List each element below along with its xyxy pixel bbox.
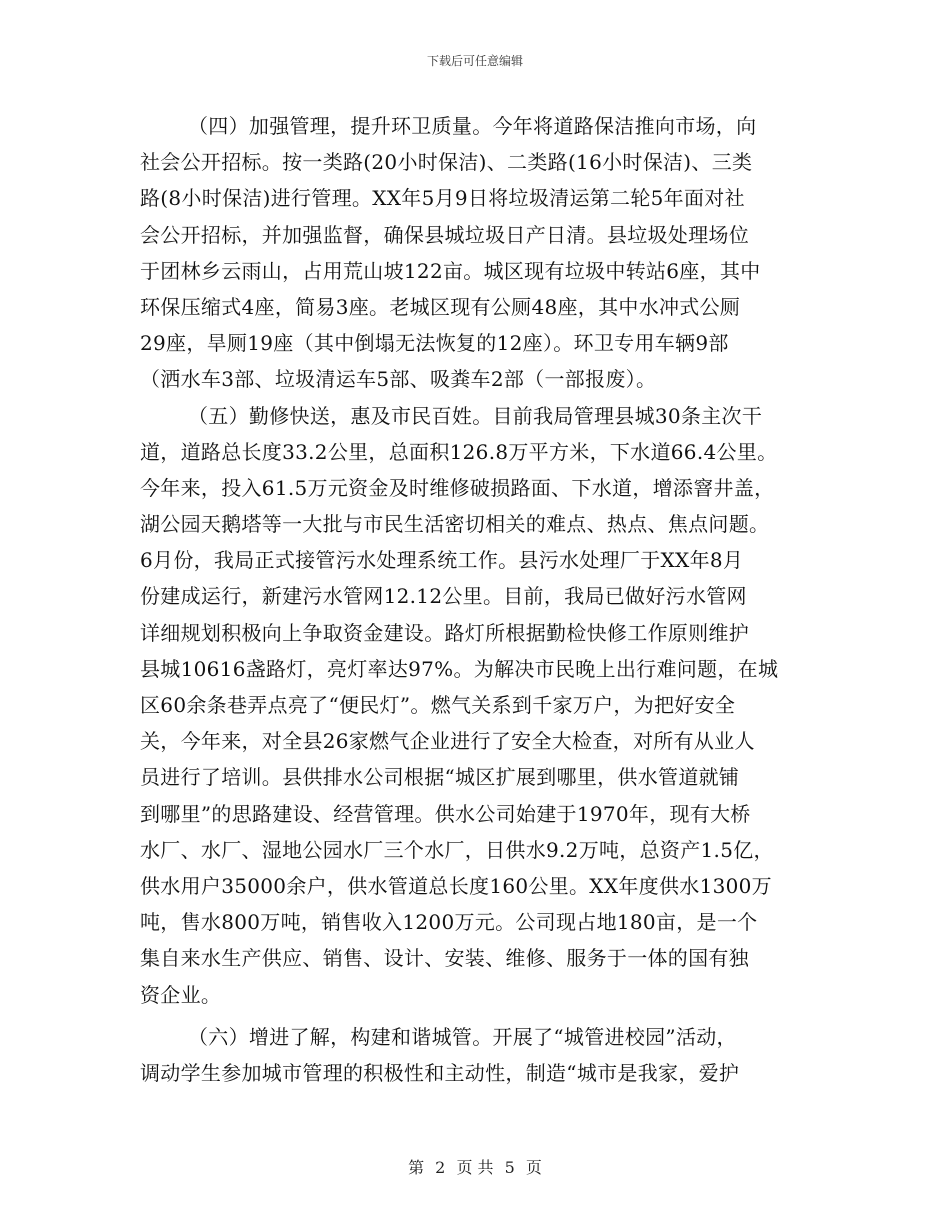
text-line: （六）增进了解，构建和谐城管。开展了“城管进校园”活动，	[188, 1024, 737, 1049]
paragraph	[140, 1019, 820, 1091]
total-page-number: 5	[504, 1158, 515, 1177]
text-line: 集自来水生产供应、销售、设计、安装、维修、服务于一体的国有独	[140, 946, 749, 971]
footer-suffix: 页	[525, 1158, 542, 1177]
text-line: 社会公开招标。按一类路(20小时保洁)、二类路(16小时保洁)、三类	[140, 150, 753, 175]
text-line: 县城10616盏路灯，亮灯率达97%。为解决市民晚上出行难问题，在城	[140, 656, 779, 681]
text-line: 份建成运行，新建污水管网12.12公里。目前，我局已做好污水管网	[140, 584, 747, 609]
text-line: （四）加强管理，提升环卫质量。今年将道路保洁推向市场，向	[188, 114, 757, 138]
text-line: 道，道路总长度33.2公里，总面积126.8万平方米，下水道66.4公里。	[140, 439, 778, 464]
text-line: 水厂、水厂、湿地公园水厂三个水厂，日供水9.2万吨，总资产1.5亿，	[140, 837, 774, 862]
text-line: 今年来，投入61.5万元资金及时维修破损路面、下水道，增添窨井盖，	[140, 475, 775, 500]
text-line: （洒水车3部、垃圾清运车5部、吸粪车2部（一部报废）。	[140, 367, 657, 392]
paragraph	[140, 398, 820, 1013]
page-header: 下载后可任意编辑	[426, 54, 523, 68]
text-line: 到哪里”的思路建设、经营管理。供水公司始建于1970年，现有大桥	[140, 801, 751, 826]
text-line: 会公开招标，并加强监督，确保县城垃圾日产日清。县垃圾处理场位	[140, 222, 749, 247]
text-line: 于团林乡云雨山，占用荒山坡122亩。城区现有垃圾中转站6座，其中	[140, 258, 761, 283]
text-line: 资企业。	[140, 982, 222, 1007]
text-line: 环保压缩式4座，简易3座。老城区现有公厕48座，其中水冲式公厕	[140, 294, 741, 319]
text-line: 湖公园天鹅塔等一大批与市民生活密切相关的难点、热点、焦点问题。	[140, 512, 770, 537]
text-line: 关，今年来，对全县26家燃气企业进行了安全大检查，对所有从业人	[140, 729, 755, 754]
text-line: 调动学生参加城市管理的积极性和主动性，制造“城市是我家，爱护	[140, 1060, 740, 1085]
footer-middle: 页 共	[456, 1158, 494, 1177]
text-line: 6月份，我局正式接管污水处理系统工作。县污水处理厂于XX年8月	[140, 548, 744, 573]
text-line: 详细规划积极向上争取资金建设。路灯所根据勤检快修工作原则维护	[140, 620, 749, 645]
text-line: （五）勤修快送，惠及市民百姓。目前我局管理县城30条主次干	[188, 403, 763, 428]
text-line: 区60余条巷弄点亮了“便民灯”。燃气关系到千家万户，为把好安全	[140, 693, 736, 717]
text-line: 供水用户35000余户，供水管道总长度160公里。XX年度供水1300万	[140, 873, 772, 898]
text-line: 吨，售水800万吨，销售收入1200万元。公司现占地180亩，是一个	[140, 910, 758, 935]
footer-prefix: 第	[408, 1158, 425, 1177]
page-footer	[0, 1155, 950, 1178]
text-line: 路(8小时保洁)进行管理。XX年5月9日将垃圾清运第二轮5年面对社	[140, 186, 745, 211]
current-page-number: 2	[435, 1158, 446, 1177]
text-line: 员进行了培训。县供排水公司根据“城区扩展到哪里，供水管道就铺	[140, 765, 740, 790]
paragraph	[140, 108, 820, 398]
text-line: 29座，旱厕19座（其中倒塌无法恢复的12座）。环卫专用车辆9部	[140, 331, 729, 356]
document-body	[140, 108, 820, 1091]
